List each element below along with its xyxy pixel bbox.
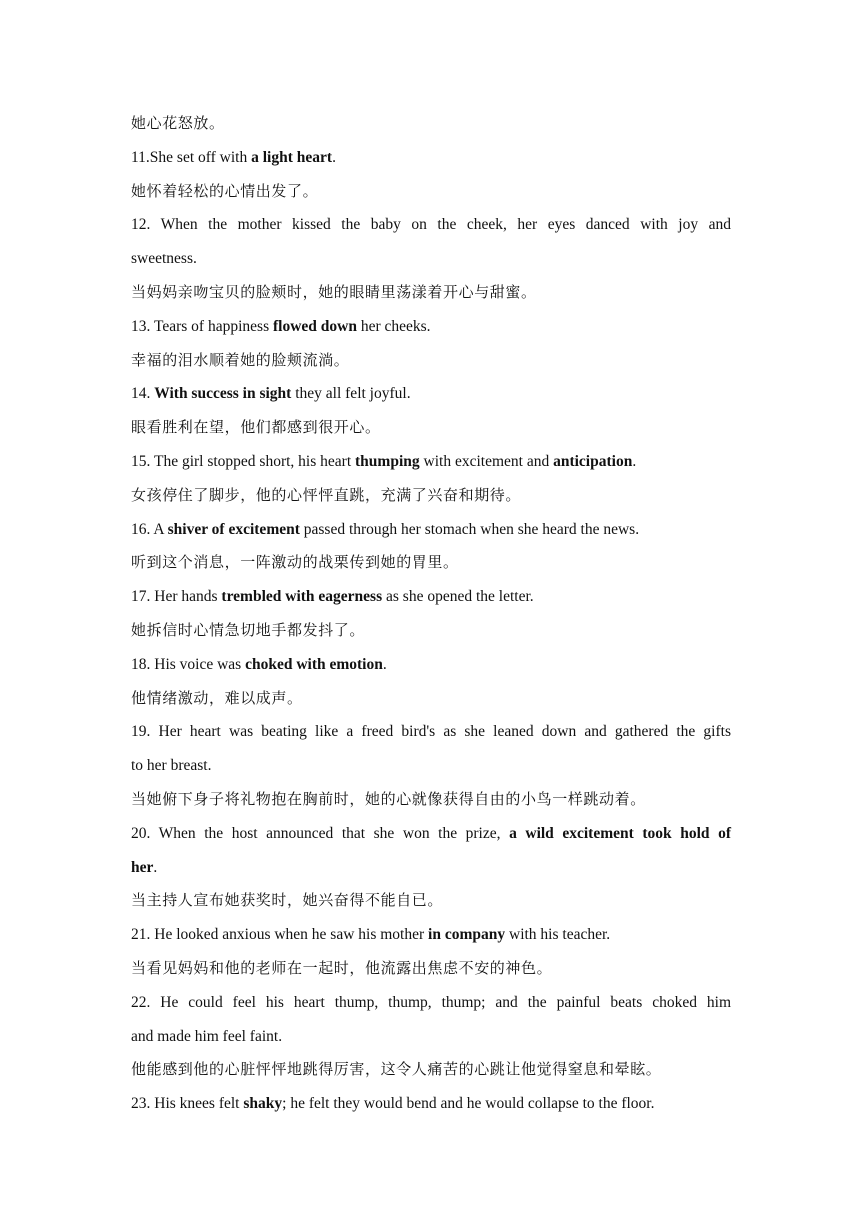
text-run: sweetness. <box>131 250 197 268</box>
chinese-translation-line: 她怀着轻松的心情出发了。 <box>131 181 319 200</box>
text-run: with excitement and <box>419 452 554 470</box>
chinese-translation-line: 当她俯下身子将礼物抱在胸前时，她的心就像获得自由的小鸟一样跳动着。 <box>131 789 646 808</box>
text-run: 11.She set off with <box>131 148 252 166</box>
text-run: they all felt joyful. <box>291 385 411 403</box>
chinese-translation-line: 当看见妈妈和他的老师在一起时，他流露出焦虑不安的神色。 <box>131 958 553 977</box>
text-run: 19. Her heart was beating like a freed bird's as she leaned down and gathered the gifts <box>131 723 731 741</box>
english-sentence-line <box>131 715 731 749</box>
text-run: . <box>382 655 387 673</box>
text-run: her cheeks. <box>356 317 431 335</box>
chinese-translation-line: 幸福的泪水顺着她的脸颊流淌。 <box>131 350 350 369</box>
bold-phrase: shaky <box>243 1095 283 1113</box>
english-sentence-line <box>131 208 731 242</box>
text-run: 15. The girl stopped short, his heart <box>131 452 356 470</box>
chinese-translation-line: 眼看胜利在望，他们都感到很开心。 <box>131 418 381 437</box>
english-sentence-line <box>131 648 731 682</box>
chinese-translation-line: 当妈妈亲吻宝贝的脸颊时，她的眼睛里荡漾着开心与甜蜜。 <box>131 282 537 301</box>
bold-phrase: anticipation <box>553 452 633 470</box>
text-run: . <box>632 452 637 470</box>
text-run: 22. He could feel his heart thump, thump, thump; and the painful beats choked him <box>131 993 731 1011</box>
text-run: to her breast. <box>131 757 212 775</box>
text-run: 14. <box>131 385 155 403</box>
text-run: . <box>332 148 336 166</box>
text-run: 23. His knees felt <box>131 1095 244 1113</box>
bold-phrase: choked with emotion <box>245 655 383 673</box>
english-sentence-line <box>131 749 731 783</box>
english-sentence-line <box>131 141 731 175</box>
chinese-translation-line: 她心花怒放。 <box>131 114 225 132</box>
text-run: with his teacher. <box>505 926 611 944</box>
document-body <box>131 107 731 1121</box>
english-sentence-line <box>131 817 731 851</box>
bold-phrase: shiver of excitement <box>167 520 300 538</box>
english-sentence-line <box>131 986 731 1020</box>
bold-phrase: trembled with eagerness <box>221 588 383 606</box>
bold-phrase: thumping <box>355 452 420 470</box>
bold-phrase: a light heart <box>251 148 333 166</box>
bold-phrase: a wild excitement took hold of <box>509 824 731 842</box>
english-sentence-line <box>131 1087 731 1121</box>
english-sentence-line <box>131 513 731 547</box>
bold-phrase: flowed down <box>272 317 357 335</box>
english-sentence-line <box>131 445 731 479</box>
text-run: 20. When the host announced that she won the prize, <box>131 824 510 842</box>
english-sentence-line <box>131 580 731 614</box>
text-run: 21. He looked anxious when he saw his mother <box>131 926 429 944</box>
text-run: 16. A <box>131 520 168 538</box>
text-run: and made him feel faint. <box>131 1027 283 1045</box>
text-run: passed through her stomach when she heard the news. <box>299 520 640 538</box>
bold-phrase: her <box>131 858 154 876</box>
chinese-translation-line: 她拆信时心情急切地手都发抖了。 <box>131 620 366 639</box>
english-sentence-line <box>131 310 731 344</box>
bold-phrase: With success in sight <box>154 385 292 403</box>
text-run: 17. Her hands <box>131 588 222 606</box>
chinese-translation-line: 他情绪激动，难以成声。 <box>131 688 303 707</box>
text-run: 13. Tears of happiness <box>131 317 273 335</box>
english-sentence-line <box>131 1020 731 1054</box>
chinese-translation-line: 他能感到他的心脏怦怦地跳得厉害，这令人痛苦的心跳让他觉得窒息和晕眩。 <box>131 1060 662 1079</box>
bold-phrase: in company <box>428 926 506 944</box>
text-run: 12. When the mother kissed the baby on the cheek, her eyes danced with joy and <box>131 216 731 234</box>
text-run: . <box>153 858 158 876</box>
text-run: as she opened the letter. <box>382 588 534 606</box>
chinese-translation-line: 当主持人宣布她获奖时，她兴奋得不能自已。 <box>131 891 444 910</box>
english-sentence-line <box>131 242 731 276</box>
text-run: ; he felt they would bend and he would collapse to the floor. <box>282 1095 655 1113</box>
chinese-translation-line: 女孩停住了脚步，他的心怦怦直跳，充满了兴奋和期待。 <box>131 485 522 504</box>
text-run: 18. His voice was <box>131 655 246 673</box>
english-sentence-line <box>131 918 731 952</box>
chinese-translation-line: 听到这个消息，一阵激动的战栗传到她的胃里。 <box>131 553 459 572</box>
english-sentence-line <box>131 377 731 411</box>
english-sentence-line <box>131 851 731 885</box>
